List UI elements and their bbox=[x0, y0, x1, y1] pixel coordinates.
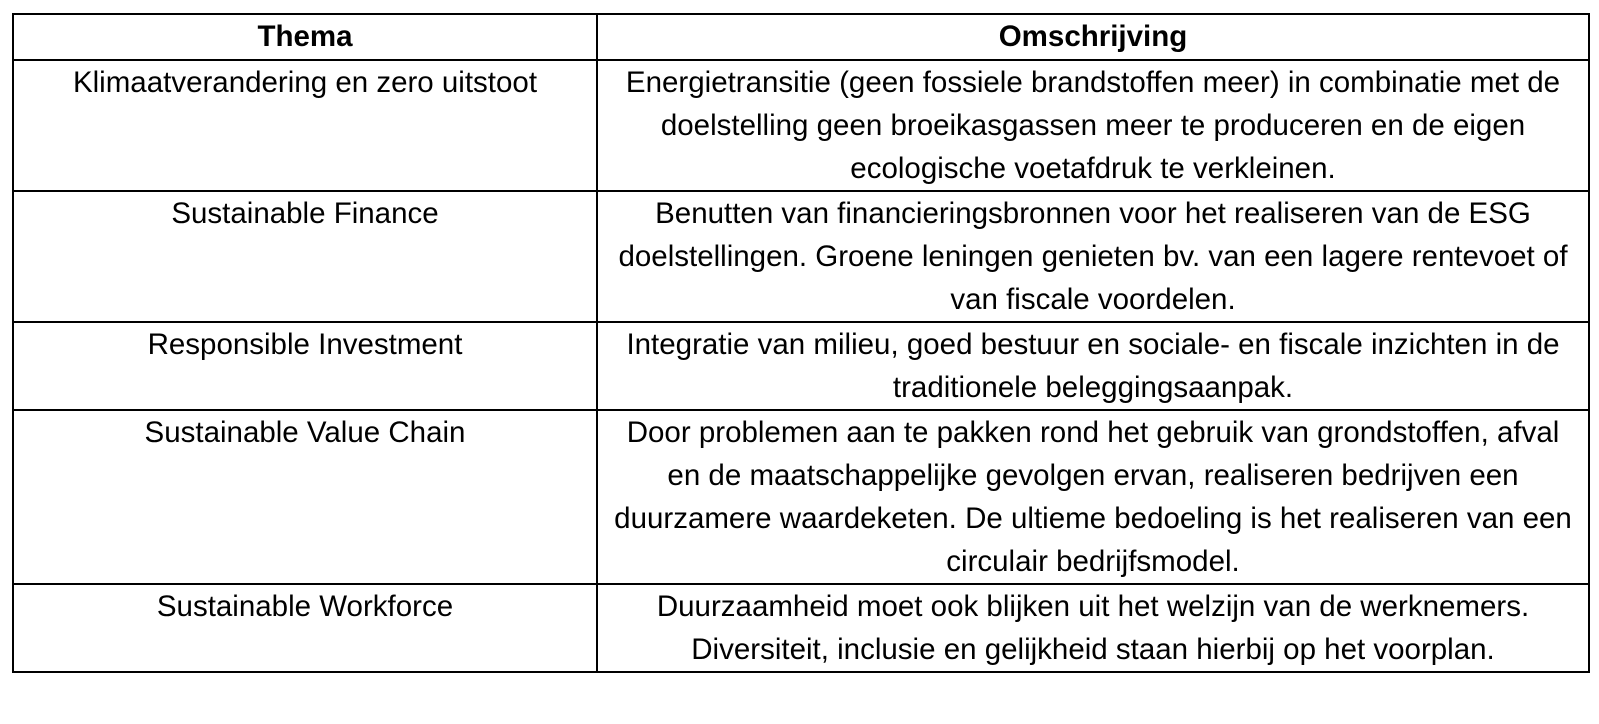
row-omschrijving: Integratie van milieu, goed bestuur en sociale- en fiscale inzichten in de traditionele beleggingsaanpak. bbox=[597, 322, 1589, 410]
header-thema: Thema bbox=[13, 14, 597, 60]
row-thema: Sustainable Finance bbox=[13, 191, 597, 322]
table-row bbox=[13, 60, 1589, 191]
table-header-row bbox=[13, 14, 1589, 60]
esg-themes-table bbox=[12, 13, 1590, 673]
table-row bbox=[13, 584, 1589, 672]
table-row bbox=[13, 191, 1589, 322]
row-omschrijving: Energietransitie (geen fossiele brandstoffen meer) in combinatie met de doelstelling geen broeikasgassen meer te produceren en de eigen ecologische voetafdruk te verkleinen. bbox=[597, 60, 1589, 191]
row-thema: Responsible Investment bbox=[13, 322, 597, 410]
row-omschrijving: Duurzaamheid moet ook blijken uit het welzijn van de werknemers. Diversiteit, inclusie en gelijkheid staan hierbij op het voorplan. bbox=[597, 584, 1589, 672]
table-row bbox=[13, 410, 1589, 584]
row-omschrijving: Benutten van financieringsbronnen voor het realiseren van de ESG doelstellingen. Groene leningen genieten bv. van een lagere rentevoet of van fiscale voordelen. bbox=[597, 191, 1589, 322]
header-omschrijving: Omschrijving bbox=[597, 14, 1589, 60]
table-row bbox=[13, 322, 1589, 410]
row-thema: Sustainable Workforce bbox=[13, 584, 597, 672]
row-thema: Sustainable Value Chain bbox=[13, 410, 597, 584]
row-thema: Klimaatverandering en zero uitstoot bbox=[13, 60, 597, 191]
row-omschrijving: Door problemen aan te pakken rond het gebruik van grondstoffen, afval en de maatschappelijke gevolgen ervan, realiseren bedrijven een duurzamere waardeketen. De ultieme bedoeling is het realiseren van een circulair bedrijfsmodel. bbox=[597, 410, 1589, 584]
